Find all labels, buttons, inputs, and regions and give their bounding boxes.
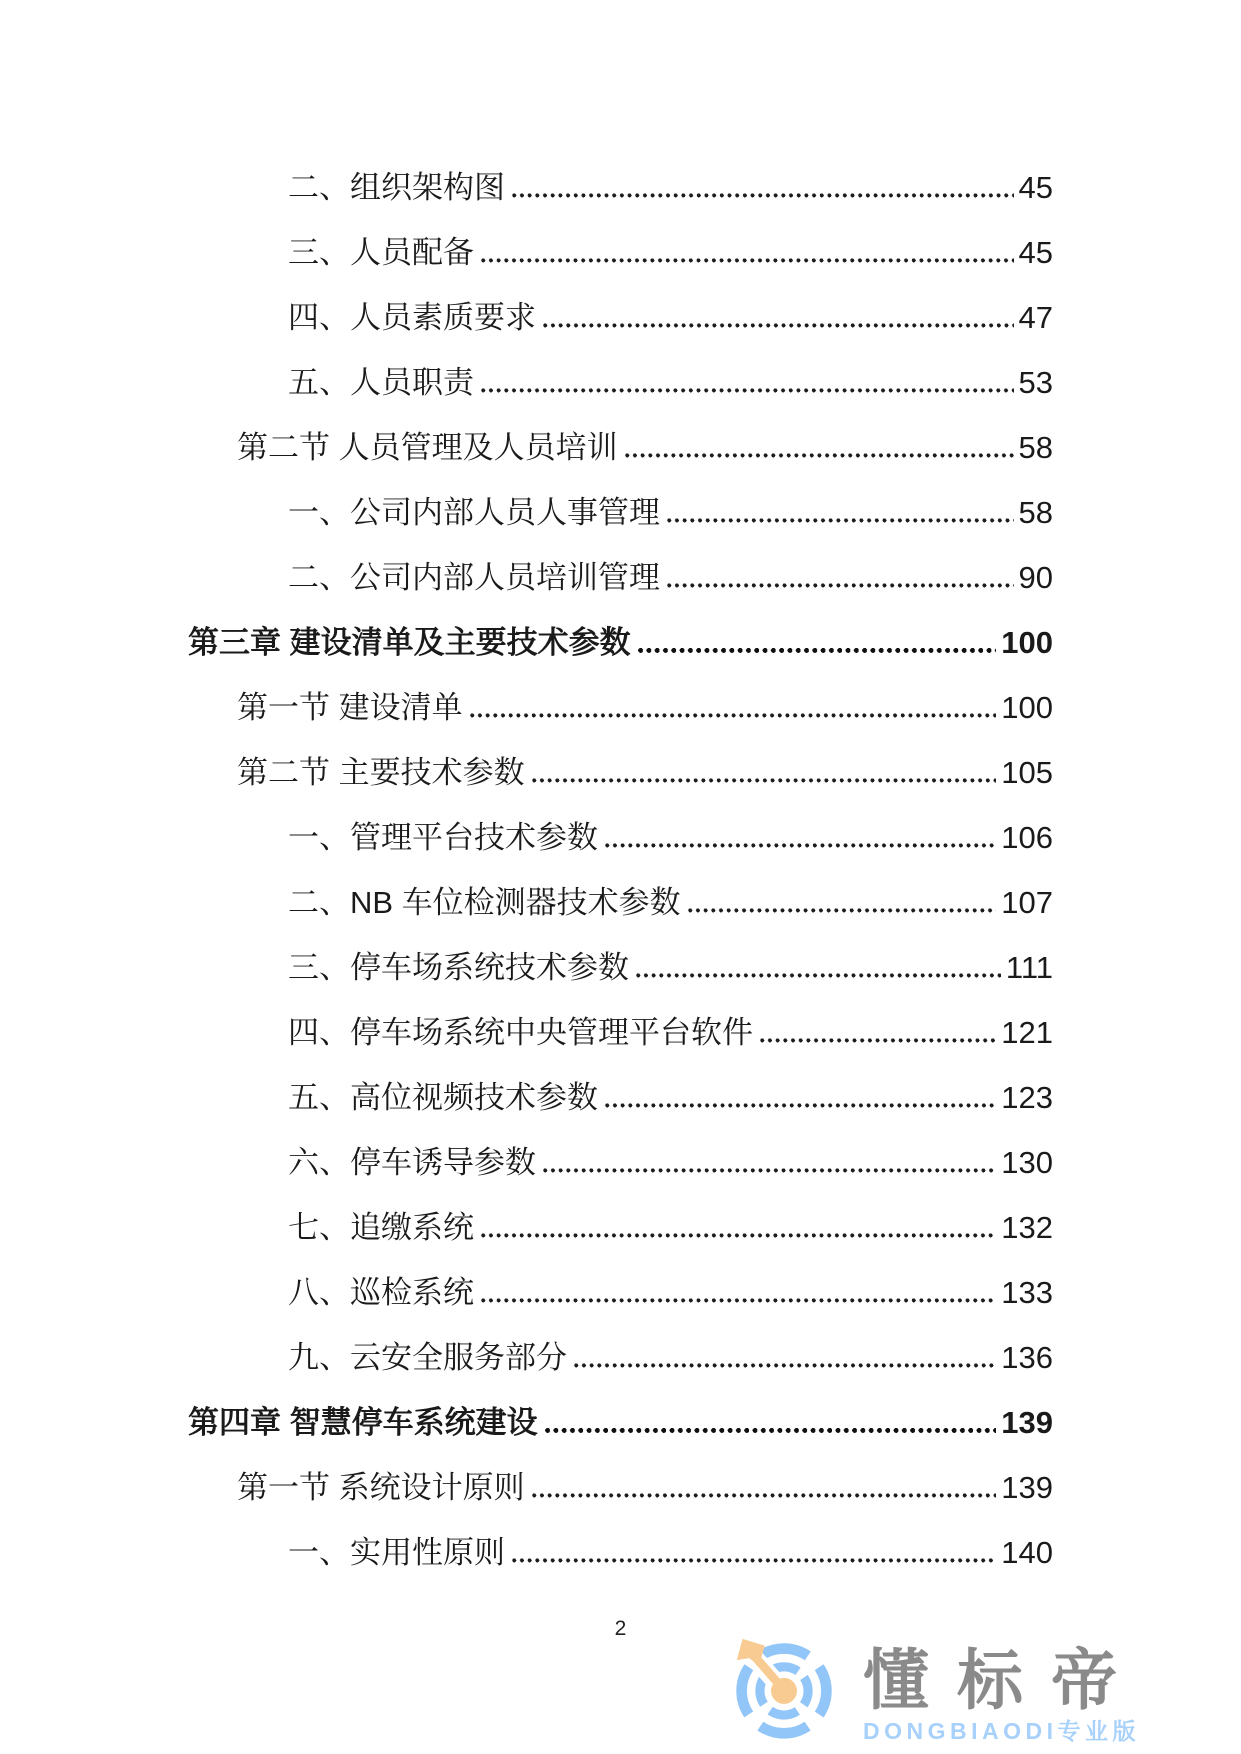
toc-entry[interactable]: [188, 1195, 1053, 1260]
watermark-brand-subtext: DONGBIAODI专业版: [863, 1718, 1140, 1744]
dot-leader: [543, 1168, 996, 1173]
toc-entry-page: 139: [1001, 1405, 1053, 1440]
toc-entry-label: 六、停车诱导参数: [288, 1145, 536, 1180]
toc-entry-label: 二、NB 车位检测器技术参数: [288, 885, 681, 920]
dot-leader: [512, 1558, 996, 1563]
toc-entry-page: 136: [1001, 1340, 1053, 1375]
toc-entry[interactable]: [188, 870, 1053, 935]
toc-entry-page: 105: [1001, 755, 1053, 790]
toc-entry-page: 132: [1001, 1210, 1053, 1245]
dot-leader: [625, 453, 1014, 458]
dot-leader: [760, 1038, 996, 1043]
toc-entry-label: 九、云安全服务部分: [288, 1340, 567, 1375]
toc-entry-page: 139: [1001, 1470, 1053, 1505]
dot-leader: [688, 908, 997, 913]
toc-entry-label: 第一节 建设清单: [237, 690, 463, 725]
watermark-brand-name: 懂标帝: [863, 1643, 1145, 1717]
toc-entry-page: 45: [1018, 170, 1053, 205]
toc-entry-label: 第四章 智慧停车系统建设: [188, 1405, 538, 1440]
dot-leader: [667, 583, 1014, 588]
dot-leader: [545, 1428, 997, 1433]
toc-entry-page: 123: [1001, 1080, 1053, 1115]
toc-entry[interactable]: [188, 805, 1053, 870]
toc-entry[interactable]: [188, 1325, 1053, 1390]
dot-leader: [574, 1363, 996, 1368]
dot-leader: [512, 193, 1014, 198]
toc-entry-label: 三、人员配备: [288, 235, 474, 270]
toc-entry-label: 第三章 建设清单及主要技术参数: [188, 625, 631, 660]
toc-entry-label: 四、人员素质要求: [288, 300, 536, 335]
toc-entry-page: 90: [1018, 560, 1053, 595]
toc-entry-label: 一、管理平台技术参数: [288, 820, 598, 855]
toc-entry[interactable]: [188, 350, 1053, 415]
target-arrow-icon: [731, 1633, 837, 1745]
toc-entry-page: 100: [1001, 690, 1053, 725]
toc-entry-label: 五、高位视频技术参数: [288, 1080, 598, 1115]
toc-entry-page: 111: [1005, 950, 1053, 985]
toc-entry-label: 二、组织架构图: [288, 170, 505, 205]
toc-entry-page: 100: [1001, 625, 1053, 660]
toc-entry-label: 一、实用性原则: [288, 1535, 505, 1570]
dot-leader: [636, 973, 1001, 978]
toc-entry[interactable]: [188, 1390, 1053, 1455]
dot-leader: [605, 1103, 996, 1108]
toc-entry[interactable]: [188, 1520, 1053, 1585]
dot-leader: [470, 713, 997, 718]
toc-entry-page: 53: [1018, 365, 1053, 400]
toc-entry[interactable]: [188, 1455, 1053, 1520]
toc-entry[interactable]: [188, 220, 1053, 285]
toc-entry-label: 第二节 人员管理及人员培训: [237, 430, 618, 465]
toc-entry-label: 第二节 主要技术参数: [237, 755, 525, 790]
watermark-logo: [731, 1633, 1145, 1745]
dot-leader: [638, 648, 997, 653]
toc-entry[interactable]: [188, 675, 1053, 740]
toc-entry-page: 130: [1001, 1145, 1053, 1180]
dot-leader: [605, 843, 996, 848]
toc-entry[interactable]: [188, 480, 1053, 545]
dot-leader: [481, 388, 1014, 393]
dot-leader: [481, 1233, 996, 1238]
toc-entry-page: 58: [1018, 430, 1053, 465]
dot-leader: [481, 258, 1014, 263]
toc-entry-page: 45: [1018, 235, 1053, 270]
toc-entry-page: 133: [1001, 1275, 1053, 1310]
toc-entry[interactable]: [188, 1000, 1053, 1065]
toc-entry[interactable]: [188, 415, 1053, 480]
toc-entry-page: 140: [1001, 1535, 1053, 1570]
toc-entry-label: 第一节 系统设计原则: [237, 1470, 525, 1505]
toc-entry[interactable]: [188, 155, 1053, 220]
toc-entry-label: 七、追缴系统: [288, 1210, 474, 1245]
dot-leader: [532, 1493, 997, 1498]
toc-entry-label: 五、人员职责: [288, 365, 474, 400]
toc-entry-label: 一、公司内部人员人事管理: [288, 495, 660, 530]
dot-leader: [481, 1298, 996, 1303]
toc-entry[interactable]: [188, 740, 1053, 805]
toc-entry[interactable]: [188, 1260, 1053, 1325]
dot-leader: [532, 778, 997, 783]
toc-entry[interactable]: [188, 610, 1053, 675]
dot-leader: [667, 518, 1014, 523]
toc-entry[interactable]: [188, 935, 1053, 1000]
toc-entry[interactable]: [188, 285, 1053, 350]
toc-entry-page: 58: [1018, 495, 1053, 530]
toc-entry-label: 四、停车场系统中央管理平台软件: [288, 1015, 753, 1050]
dot-leader: [543, 323, 1014, 328]
toc-entry-page: 107: [1001, 885, 1053, 920]
toc-entry-label: 三、停车场系统技术参数: [288, 950, 629, 985]
toc-entry[interactable]: [188, 1130, 1053, 1195]
toc-entry[interactable]: [188, 1065, 1053, 1130]
toc-entry-page: 47: [1018, 300, 1053, 335]
page-number: 2: [614, 1617, 627, 1640]
toc-entry-label: 二、公司内部人员培训管理: [288, 560, 660, 595]
toc-entry-page: 106: [1001, 820, 1053, 855]
toc-entry[interactable]: [188, 545, 1053, 610]
toc-entry-page: 121: [1001, 1015, 1053, 1050]
toc-entry-label: 八、巡检系统: [288, 1275, 474, 1310]
toc-list: [188, 155, 1053, 1585]
watermark-text: [863, 1633, 1145, 1743]
